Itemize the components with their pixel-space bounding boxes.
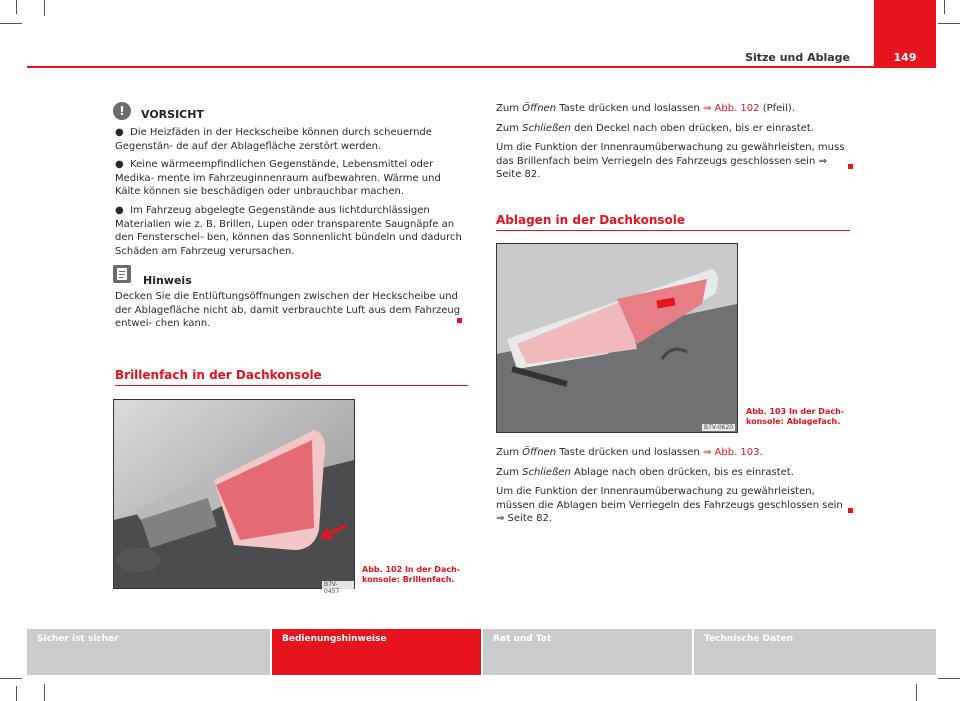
emphasis: Schließen (522, 122, 571, 134)
section-end-mark (848, 508, 853, 513)
text-run: Zum (496, 103, 523, 114)
paragraph-open (496, 446, 850, 460)
figure-103-photo (496, 243, 738, 433)
text-run: Taste drücken und loslassen (556, 447, 703, 458)
footer-tab-technik[interactable] (694, 629, 936, 675)
header-rule (27, 66, 936, 68)
page-number: 149 (893, 51, 917, 64)
crop-mark (938, 678, 960, 679)
text-run: (Pfeil). (759, 103, 795, 114)
crop-mark (938, 23, 960, 24)
text-run: den Deckel nach oben drücken, bis er einrastet. (570, 122, 814, 134)
note-text: Decken Sie die Entlüftungsöffnungen zwischen der Heckscheibe und der Ablagefläche nicht ab, damit verbrauchte Luft aus dem Fahrzeug entwei- chen kann. (115, 291, 461, 330)
heading-rule (496, 230, 850, 231)
section-end-mark (848, 164, 853, 169)
warning-list (115, 126, 467, 258)
caption-line: konsole: Ablagefach. (746, 417, 841, 426)
warning-item: ● Im Fahrzeug abgelegte Gegenstände aus lichtdurchlässigen Materialien wie z. B. Brillen, Lupen oder transparente Saugnäpfe an den Fensterschei- ben, können das Sonnenlicht bündeln und dadurch Schäden am Fahrzeug verursachen. (115, 204, 462, 257)
footer-tab-label: Technische Daten (704, 634, 793, 644)
figure-link-102[interactable]: ⇒ Abb. 102 (702, 103, 760, 114)
warning-icon: ! (113, 102, 131, 120)
emphasis: Schließen (522, 466, 571, 478)
crop-mark (0, 23, 22, 24)
paragraph-close (496, 466, 850, 480)
crop-mark (0, 678, 22, 679)
crop-mark (944, 0, 945, 14)
warning-item: ● Keine wärmeempfindlichen Gegenstände, Lebensmittel oder Medika- mente im Fahrzeuginnenraum aufbewahren. Wärme und Kälte können sie beschädigen oder unbrauchbar machen. (115, 159, 441, 198)
warning-item-text: Die Heizfäden in der Heckscheibe können durch scheuernde Gegenstän- de auf der Ablagefläche zerstört werden. (115, 127, 432, 152)
footer-tab-label: Bedienungshinweise (282, 634, 387, 644)
figure-code: B7V-0620 (704, 424, 734, 431)
note-title: Hinweis (143, 274, 192, 287)
figure-link-103[interactable]: ⇒ Abb. 103 (702, 447, 760, 458)
crop-mark (44, 684, 45, 701)
figure-103-caption (746, 407, 856, 427)
section-end-mark (457, 318, 462, 323)
figure-102-caption (362, 565, 472, 585)
caption-line: konsole: Brillenfach. (362, 575, 455, 584)
text-run: Zum (496, 466, 523, 478)
emphasis: Öffnen (522, 447, 557, 458)
footer-tab-bedienung[interactable] (272, 629, 481, 675)
paragraph-close (496, 122, 850, 136)
warning-item-text: Im Fahrzeug abgelegte Gegenstände aus lichtdurchlässigen Materialien wie z. B. Brillen, Lupen oder transparente Saugnäpfe an den Fensterschei- ben, können das Sonnenlicht bündeln und dadurch Schäden am Fahrzeug verursachen. (115, 204, 462, 257)
note-icon (113, 265, 131, 283)
caption-line: Abb. 102 In der Dach- (362, 565, 461, 574)
right-bottom-text (496, 446, 850, 526)
footer-tab-label: Sicher ist sicher (37, 634, 119, 644)
footer-tab-label: Rat und Tat (493, 634, 552, 644)
caption-line: Abb. 103 In der Dach- (746, 407, 845, 416)
text-run: Ablage nach oben drücken, bis es einrastet. (570, 466, 794, 478)
section-heading-brillenfach: Brillenfach in der Dachkonsole (115, 368, 322, 382)
text-run: Zum (496, 447, 523, 458)
text-run: Zum (496, 122, 523, 134)
crop-mark (916, 684, 917, 701)
crop-mark (16, 686, 17, 701)
footer-tab-rat[interactable] (483, 629, 692, 675)
figure-102-photo (113, 399, 355, 595)
text-run: . (759, 447, 763, 458)
paragraph-open (496, 102, 850, 116)
emphasis: Öffnen (522, 103, 557, 114)
footer-tab-sicher[interactable] (27, 629, 270, 675)
warning-title: VORSICHT (141, 108, 204, 121)
paragraph-monitoring: Um die Funktion der Innenraumüberwachung zu gewährleisten, müssen die Ablagen beim Verriegeln des Fahrzeugs geschlossen sein ⇒ Seite 82. (496, 486, 843, 525)
right-top-text (496, 102, 850, 182)
section-heading-ablagen: Ablagen in der Dachkonsole (496, 213, 685, 227)
paragraph-monitoring: Um die Funktion der Innenraumüberwachung zu gewährleisten, muss das Brillenfach beim Verriegeln des Fahrzeugs geschlossen sein ⇒ Seite 82. (496, 142, 845, 181)
running-header-title: Sitze und Ablage (745, 51, 850, 64)
warning-item: ● Die Heizfäden in der Heckscheibe können durch scheuernde Gegenstän- de auf der Ablagefläche zerstört werden. (115, 127, 432, 152)
figure-code: B7V-0457 (322, 581, 354, 595)
text-run: Taste drücken und loslassen (556, 103, 703, 114)
crop-mark (44, 0, 45, 16)
crop-mark (16, 0, 17, 14)
warning-item-text: Keine wärmeempfindlichen Gegenstände, Lebensmittel oder Medika- mente im Fahrzeuginnenraum aufbewahren. Wärme und Kälte können sie beschädigen oder unbrauchbar machen. (115, 159, 441, 198)
heading-rule (115, 385, 468, 386)
